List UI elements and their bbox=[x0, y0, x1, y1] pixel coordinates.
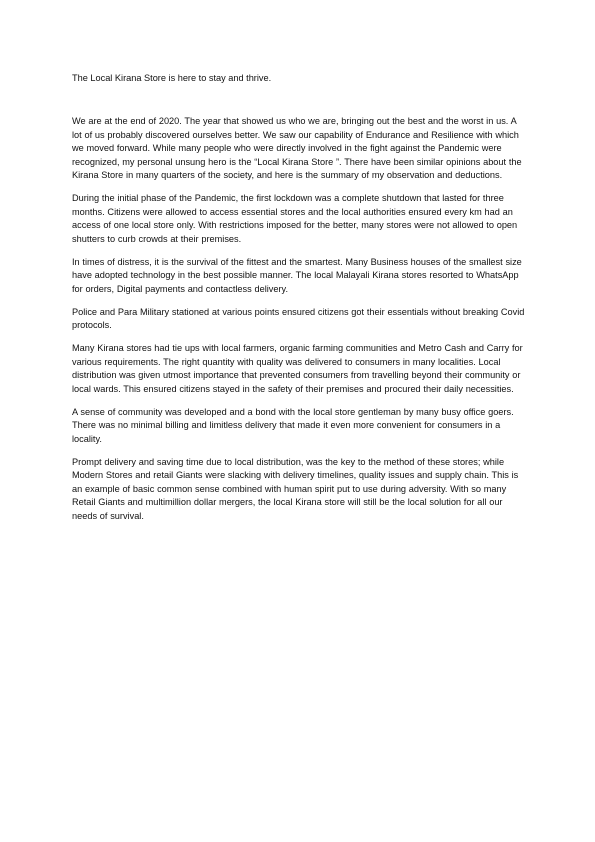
document-body bbox=[72, 72, 526, 533]
paragraph-6: A sense of community was developed and a bond with the local store gentleman by many busy office goers. There was no minimal billing and limitless delivery that made it even more convenient for consumers in a locality. bbox=[72, 406, 514, 444]
paragraph-5: Many Kirana stores had tie ups with local farmers, organic farming communities and Metro Cash and Carry for various requirements. The right quantity with quality was delivered to consumers in many localities. Local distribution was given utmost importance that prevented consumers from travelling beyond their community or local wards. This ensured citizens stayed in the safety of their premises and procured their daily necessities. bbox=[72, 343, 523, 394]
paragraph-2: During the initial phase of the Pandemic, the first lockdown was a complete shutdown that lasted for three months. Citizens were allowed to access essential stores and the local authorities ensured every km had an access of one local store only. With restrictions imposed for the better, many stores were not allowed to open shutters to curb crowds at their premises. bbox=[72, 193, 518, 244]
paragraph-7: Prompt delivery and saving time due to local distribution, was the key to the method of these stores; while Modern Stores and retail Giants were slacking with delivery timelines, quality issues and supply chain. This is an example of basic common sense combined with human spirit put to use during adversity. With so many Retail Giants and multimillion dollar mergers, the local Kirana store will still be the local solution for all our needs of survival. bbox=[72, 456, 519, 521]
document-title: The Local Kirana Store is here to stay and thrive. bbox=[72, 73, 272, 83]
paragraph-4: Police and Para Military stationed at various points ensured citizens got their essentials without breaking Covid protocols. bbox=[72, 306, 525, 331]
paragraph-1: We are at the end of 2020. The year that showed us who we are, bringing out the best and the worst in us. A lot of us probably discovered ourselves better. We saw our capability of Endurance and Resilience with which we moved forward. While many people who were directly involved in the fight against the Pandemic were recognized, my personal unsung hero is the “Local Kirana Store ”. There have been similar opinions about the Kirana Store in many quarters of the society, and here is the summary of my observation and deductions. bbox=[72, 116, 522, 181]
paragraph-3: In times of distress, it is the survival of the fittest and the smartest. Many Business houses of the smallest size have adopted technology in the best possible manner. The local Malayali Kirana stores resorted to WhatsApp for orders, Digital payments and contactless delivery. bbox=[72, 256, 522, 294]
